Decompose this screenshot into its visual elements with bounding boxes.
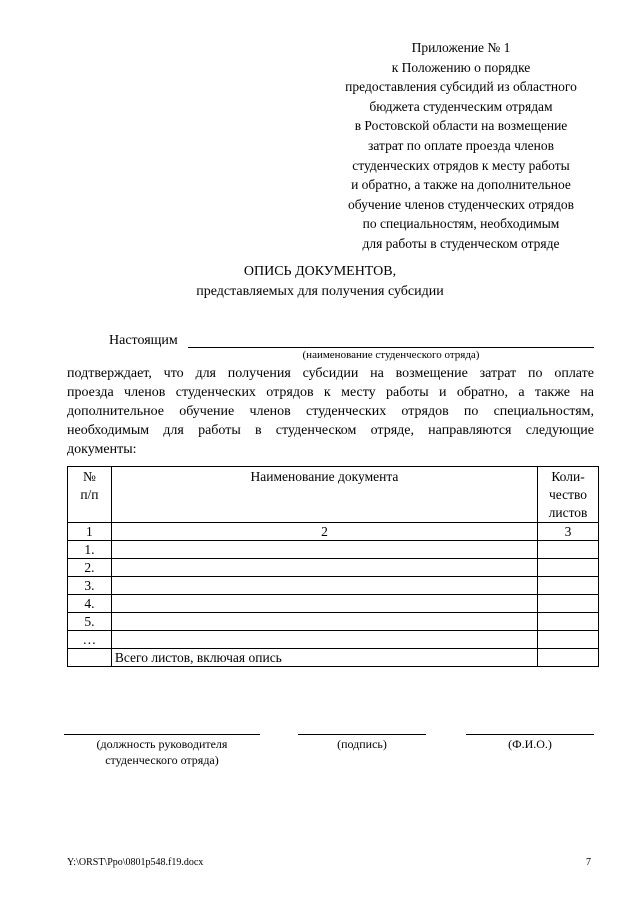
header-count-line: Коли- — [551, 469, 585, 484]
document-name-cell[interactable] — [111, 613, 537, 631]
document-name-cell[interactable] — [111, 595, 537, 613]
sheet-count-cell[interactable] — [538, 613, 599, 631]
appendix-line: и обратно, а также на дополнительное — [351, 177, 571, 193]
table-row — [68, 613, 599, 631]
total-number-cell — [68, 649, 112, 667]
sheet-count-cell[interactable] — [538, 577, 599, 595]
sheet-count-cell[interactable] — [538, 541, 599, 559]
document-name-cell[interactable] — [111, 631, 537, 649]
header-count-line: чество — [549, 487, 588, 502]
row-number: 4. — [68, 595, 112, 613]
appendix-header — [330, 38, 592, 254]
intro-paragraph — [67, 364, 594, 459]
paragraph-line: необходимым для работы в студенческом отряде, направляются следующие — [67, 423, 594, 438]
header-number-line: п/п — [80, 487, 99, 502]
document-subtitle: представляемых для получения субсидии — [196, 284, 444, 299]
table-total-row — [68, 649, 599, 667]
document-name-cell[interactable] — [111, 559, 537, 577]
document-name-cell[interactable] — [111, 541, 537, 559]
table-header-row — [68, 467, 599, 523]
row-number: 3. — [68, 577, 112, 595]
document-title: ОПИСЬ ДОКУМЕНТОВ, — [243, 264, 397, 279]
appendix-line: затрат по оплате проезда членов — [368, 137, 554, 153]
header-number — [68, 467, 112, 523]
position-signature-field[interactable] — [64, 734, 260, 768]
sheet-count-cell[interactable] — [538, 559, 599, 577]
appendix-line: студенческих отрядов к месту работы — [352, 157, 570, 173]
page-number: 7 — [586, 857, 591, 868]
header-sheet-count — [538, 467, 599, 523]
column-number: 1 — [68, 523, 112, 541]
position-caption: (должность руководителя — [96, 737, 228, 751]
column-number: 2 — [111, 523, 537, 541]
header-document-name: Наименование документа — [111, 467, 537, 523]
appendix-line: для работы в студенческом отряде — [362, 235, 560, 251]
full-name-field[interactable] — [466, 734, 594, 752]
full-name-caption: (Ф.И.О.) — [508, 737, 552, 751]
table-row — [68, 631, 599, 649]
paragraph-line: дополнительное обучение членов студенческих отрядов по специальностям, — [67, 404, 594, 419]
row-number: 1. — [68, 541, 112, 559]
row-number: 2. — [68, 559, 112, 577]
total-label: Всего листов, включая опись — [111, 649, 537, 667]
appendix-line: предоставления субсидий из областного — [345, 79, 577, 95]
signature-caption: (подпись) — [337, 737, 387, 751]
paragraph-line: подтверждает, что для получения субсидии на возмещение затрат по оплате — [67, 366, 594, 381]
paragraph-line: документы: — [67, 442, 137, 457]
table-row — [68, 541, 599, 559]
position-caption-line2: студенческого отряда) — [105, 753, 219, 767]
document-name-cell[interactable] — [111, 577, 537, 595]
appendix-line: по специальностям, необходимым — [362, 216, 560, 232]
sheet-count-cell[interactable] — [538, 631, 599, 649]
header-number-line: № — [82, 469, 96, 484]
column-number: 3 — [538, 523, 599, 541]
intro-lead: Настоящим — [109, 333, 178, 348]
footer-file-path: Y:\ORST\Ppo\0801p548.f19.docx — [67, 857, 204, 868]
appendix-line: в Ростовской области на возмещение — [354, 118, 568, 134]
appendix-line: к Положению о порядке — [391, 59, 531, 75]
documents-table — [67, 466, 599, 667]
table-row — [68, 577, 599, 595]
sheet-count-cell[interactable] — [538, 595, 599, 613]
signature-field[interactable] — [298, 734, 426, 752]
header-count-line: листов — [548, 505, 588, 520]
appendix-line: бюджета студенческим отрядам — [369, 98, 553, 114]
column-number-row — [68, 523, 599, 541]
table-row — [68, 559, 599, 577]
squad-name-caption: (наименование студенческого отряда) — [302, 349, 480, 361]
table-row — [68, 595, 599, 613]
row-number: … — [68, 631, 112, 649]
appendix-line: Приложение № 1 — [411, 40, 511, 55]
paragraph-line: проезда членов студенческих отрядов к месту работы и обратно, а также на — [67, 385, 594, 400]
total-sheet-count-cell[interactable] — [538, 649, 599, 667]
appendix-line: обучение членов студенческих отрядов — [348, 196, 574, 212]
row-number: 5. — [68, 613, 112, 631]
